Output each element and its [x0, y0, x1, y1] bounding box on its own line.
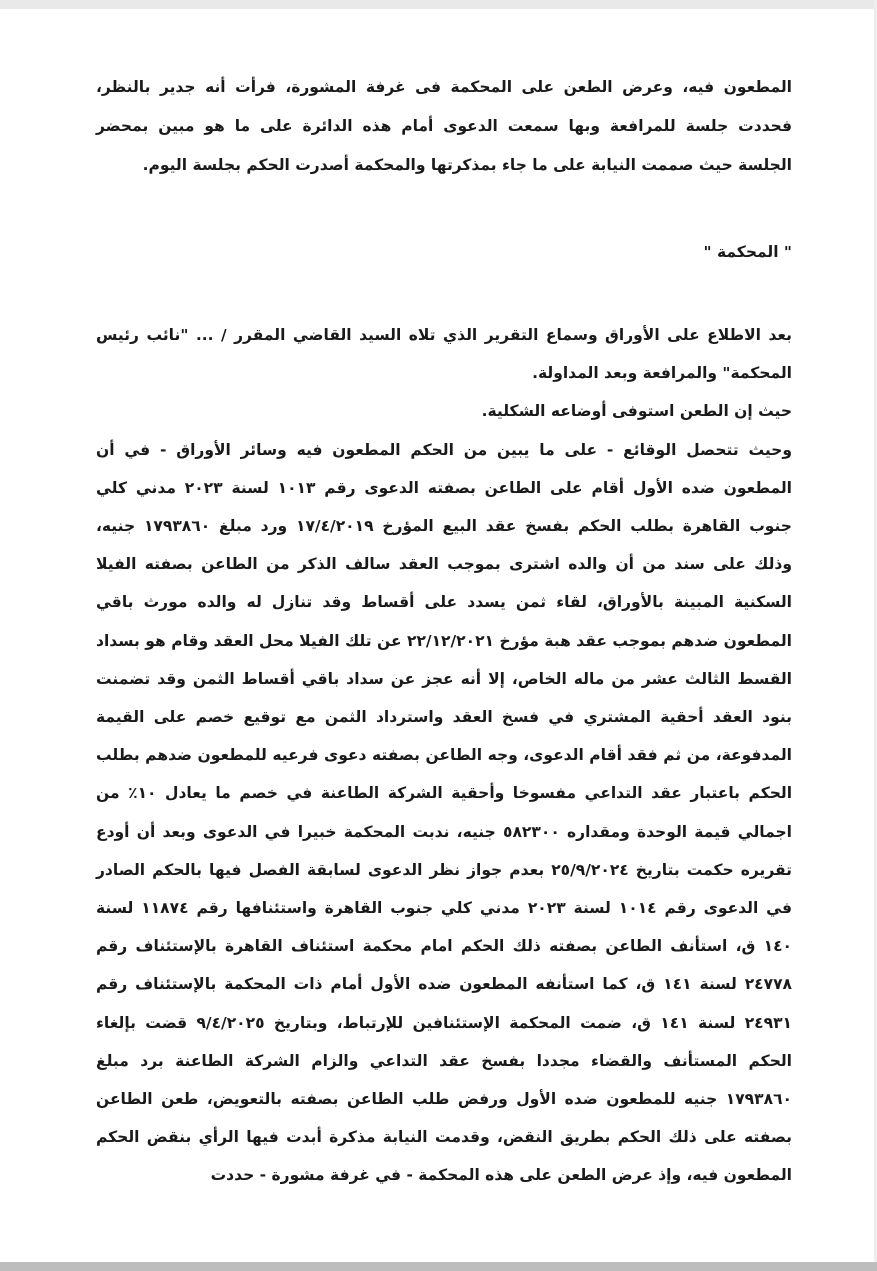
intro-paragraph: المطعون فيه، وعرض الطعن على المحكمة فى غرفة المشورة، فرأت أنه جدير بالنظر، فحددت جلسة للمرافعة وبها سمعت الدعوى أمام هذه الدائرة على ما هو مبين بمحضر الجلسة حيث صممت النيابة على ما جاء بمذكرتها والمحكمة أصدرت الحكم بجلسة اليوم.: [96, 78, 792, 174]
court-heading: " المحكمة ": [703, 243, 792, 261]
page-bottom-edge: [0, 1262, 877, 1271]
page-top-edge: [0, 0, 877, 9]
facts-paragraph: وحيث تتحصل الوقائع - على ما يبين من الحكم المطعون فيه وسائر الأوراق - في أن المطعون ضده الأول أقام على الطاعن بصفته الدعوى رقم ١٠١٣ لسنة ٢٠٢٣ مدني كلي جنوب القاهرة بطلب الحكم بفسخ عقد البيع المؤرخ ١٧/٤/٢٠١٩ ورد مبلغ ١٧٩٣٨٦٠ جنيه، وذلك على سند من أن والده اشترى بموجب العقد سالف الذكر من الطاعن بصفته الفيلا السكنية المبينة بالأوراق، لقاء ثمن يسدد على أقساط وقد تنازل له والده مورث باقي المطعون ضدهم بموجب عقد هبة مؤرخ ٢٢/١٢/٢٠٢١ عن تلك الفيلا محل العقد وقام هو بسداد القسط الثالث عشر من ماله الخاص، إلا أنه عجز عن سداد باقي أقساط الثمن وقد تضمنت بنود العقد أحقية المشتري في فسخ العقد واسترداد الثمن مع توقيع خصم على القيمة المدفوعة، من ثم فقد أقام الدعوى، وجه الطاعن بصفته دعوى فرعيه للمطعون ضدهم بطلب الحكم باعتبار عقد التداعي مفسوخا وأحقية الشركة الطاعنة في خصم ما يعادل ١٠٪ من اجمالي قيمة الوحدة ومقداره ٥٨٢٣٠٠ جنيه، ندبت المحكمة خبيرا في الدعوى وبعد أن أودع تقريره حكمت بتاريخ ٢٥/٩/٢٠٢٤ بعدم جواز نظر الدعوى لسابقة الفصل فيها بالحكم الصادر في الدعوى رقم ١٠١٤ لسنة ٢٠٢٣ مدني كلي جنوب القاهرة واستئنافها رقم ١١٨٧٤ لسنة ١٤٠ ق، استأنف الطاعن بصفته ذلك الحكم امام محكمة استئناف القاهرة بالإستئناف رقم ٢٤٧٧٨ لسنة ١٤١ ق، كما استأنفه المطعون ضده الأول أمام ذات المحكمة بالإستئناف رقم ٢٤٩٣١ لسنة ١٤١ ق، ضمت المحكمة الإستئنافين للإرتباط، وبتاريخ ٩/٤/٢٠٢٥ قضت بإلغاء الحكم المستأنف والقضاء مجددا بفسخ عقد التداعي والزام الشركة الطاعنة برد مبلغ ١٧٩٣٨٦٠ جنيه للمطعون ضده الأول ورفض طلب الطاعن بصفته بالتعويض، طعن الطاعن بصفته على ذلك الحكم بطريق النقض، وقدمت النيابة مذكرة أبدت فيها الرأي بنقض الحكم المطعون فيه، وإذ عرض الطعن على هذه المحكمة - في غرفة مشورة - حددت: [96, 440, 793, 1185]
body-text: [96, 316, 792, 1195]
form-paragraph: حيث إن الطعن استوفى أوضاعه الشكلية.: [481, 402, 792, 421]
review-paragraph: بعد الاطلاع على الأوراق وسماع التقرير الذي تلاه السيد القاضي المقرر / ... "نائب رئيس المحكمة" والمرافعة وبعد المداولة.: [96, 326, 792, 383]
